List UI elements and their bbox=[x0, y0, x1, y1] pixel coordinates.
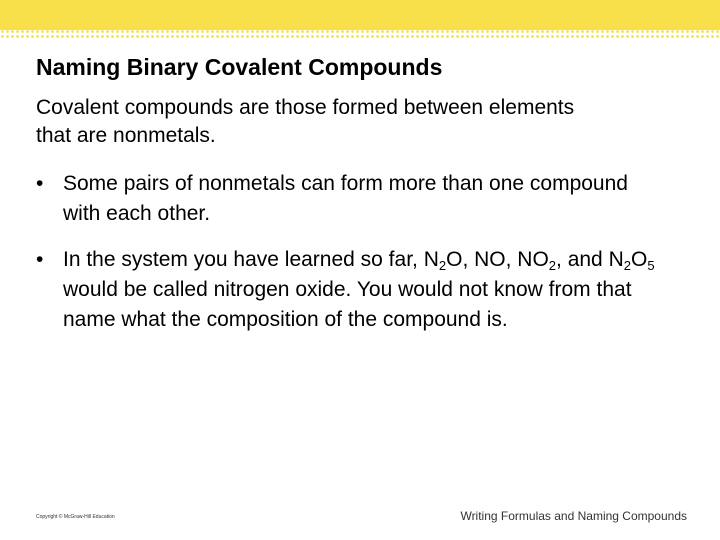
intro-paragraph: Covalent compounds are those formed between elements that are nonmetals. bbox=[36, 96, 575, 147]
text-fragment: would be called nitrogen oxide. You would not know from that name what the composition of the compound is. bbox=[63, 278, 632, 331]
subscript: 2 bbox=[438, 258, 447, 273]
bullet-dot-icon: • bbox=[36, 248, 44, 271]
bullet-list bbox=[36, 169, 656, 335]
footer-topic: Writing Formulas and Naming Compounds bbox=[460, 509, 687, 523]
bullet-dot-icon: • bbox=[36, 172, 44, 195]
bullet-item-2 bbox=[36, 245, 656, 335]
text-fragment: In the system you have learned so far, N bbox=[63, 248, 439, 271]
slide-title: Naming Binary Covalent Compounds bbox=[36, 54, 443, 80]
footer-copyright: Copyright © McGraw-Hill Education bbox=[36, 514, 115, 520]
subscript: 5 bbox=[647, 258, 655, 273]
text-fragment: O bbox=[630, 248, 648, 271]
bullet-text: Some pairs of nonmetals can form more than one compound with each other. bbox=[63, 172, 628, 225]
text-fragment: , and N bbox=[556, 248, 624, 271]
text-fragment: O, NO, NO bbox=[446, 248, 549, 271]
subscript: 2 bbox=[623, 258, 631, 273]
top-band-dot-pattern bbox=[0, 24, 720, 40]
subscript: 2 bbox=[548, 258, 557, 273]
bullet-text bbox=[63, 248, 655, 331]
bullet-item-1 bbox=[36, 169, 656, 229]
